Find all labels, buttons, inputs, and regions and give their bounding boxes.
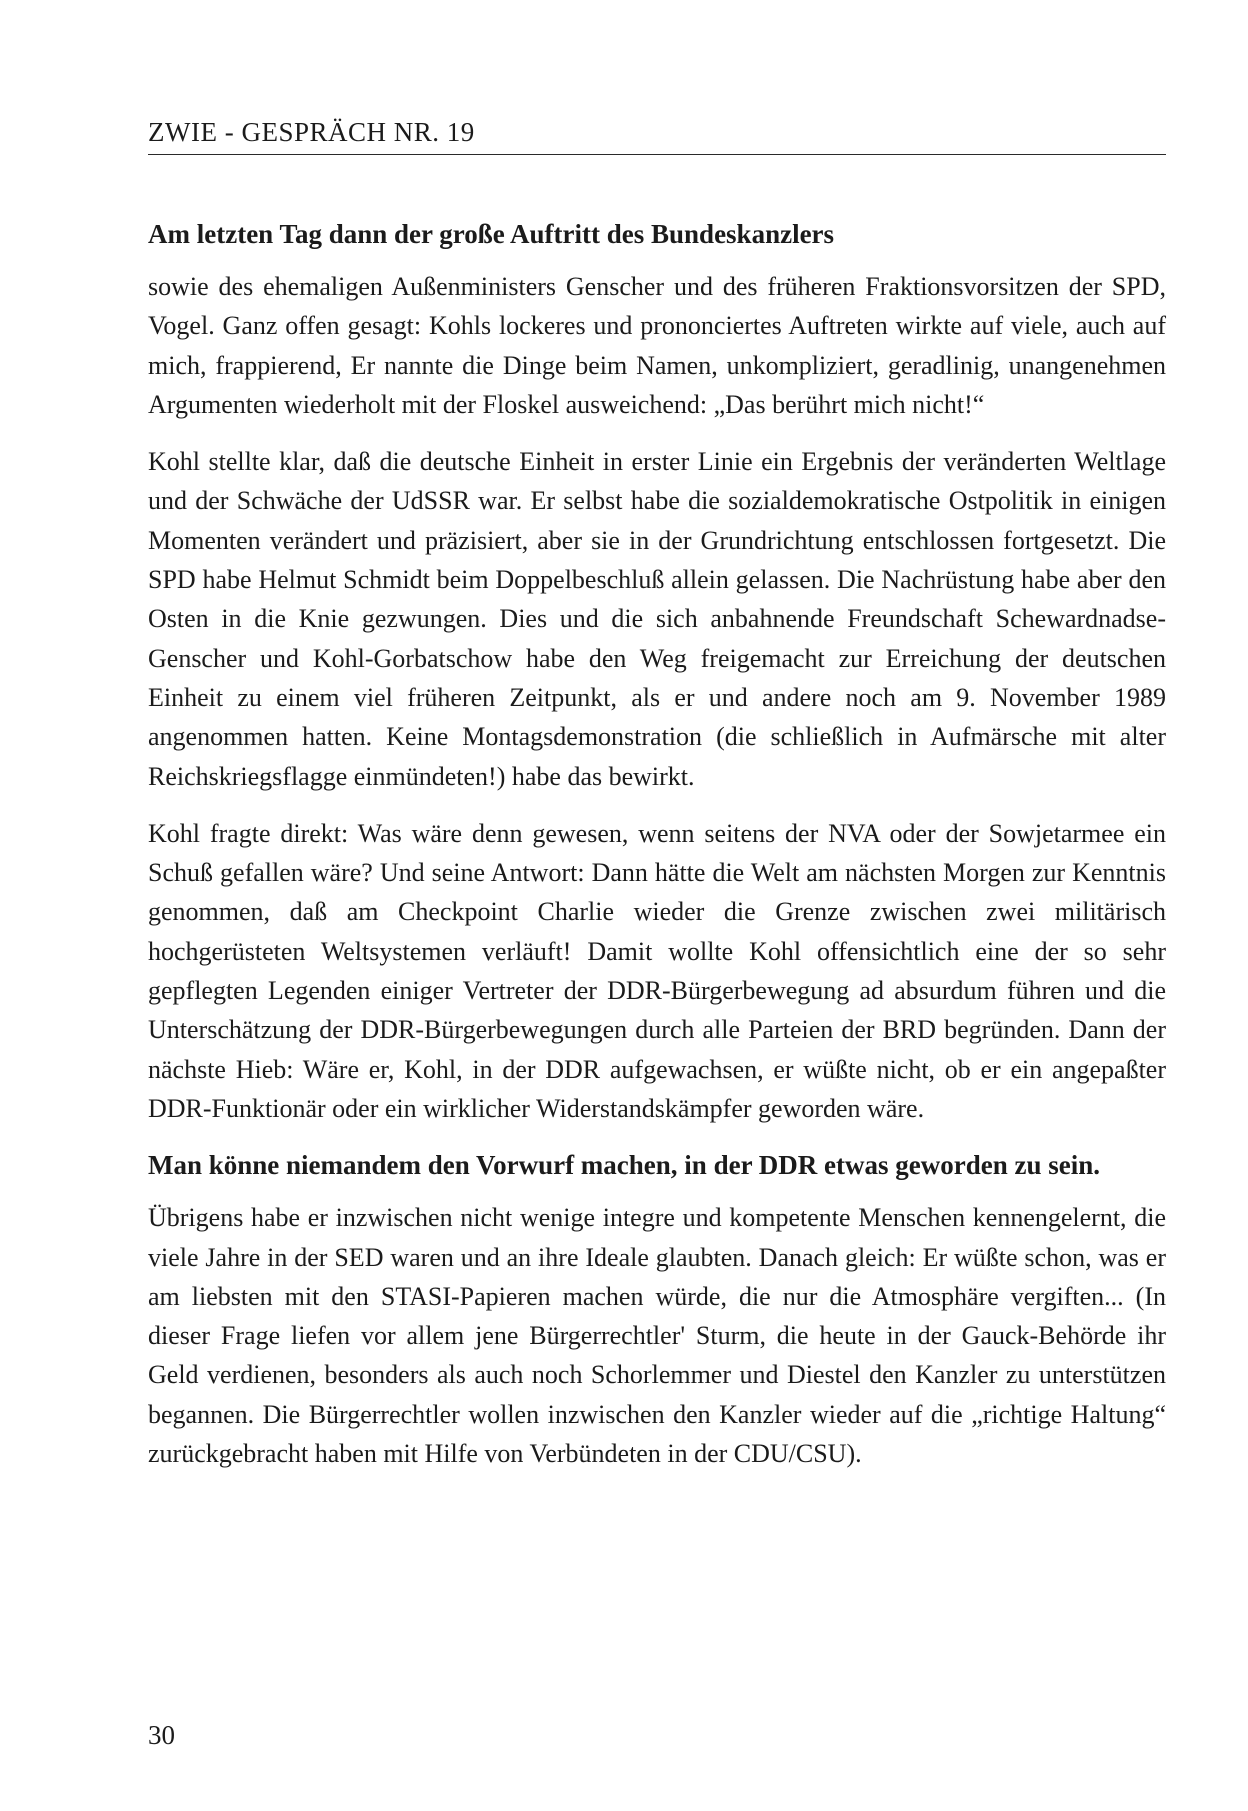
running-title: ZWIE - GESPRÄCH NR. 19 — [148, 117, 475, 147]
section-heading-2: Man könne niemandem den Vorwurf machen, in der DDR etwas geworden zu sein. — [148, 1150, 1101, 1181]
paragraph-3: Kohl fragte direkt: Was wäre denn gewesen, wenn seitens der NVA oder der Sowjetarmee ein Schuß gefallen wäre? Und seine Antwort: Dann hätte die Welt am nächsten Morgen zur Kenntnis genommen, daß am Checkpoint Charlie wieder die Grenze zwischen zwei militärisch hochgerüsteten Weltsystemen verläuft! Damit wollte Kohl offensichtlich eine der so sehr gepflegten Legenden einiger Vertreter der DDR-Bürgerbewegung ad absurdum führen und die Unterschätzung der DDR-Bürgerbewegungen durch alle Parteien der BRD begründen. Dann der nächste Hieb: Wäre er, Kohl, in der DDR aufgewachsen, er wüßte nicht, ob er ein angepaßter DDR-Funktionär oder ein wirklicher Widerstandskämpfer geworden wäre. — [148, 818, 1166, 1123]
page-number: 30 — [148, 1720, 175, 1750]
paragraph-4: Übrigens habe er inzwischen nicht wenige integre und kompetente Menschen kennengelernt, die viele Jahre in der SED waren und an ihre Ideale glaubten. Danach gleich: Er wüßte schon, was er am liebsten mit den STASI-Papieren machen würde, die nur die Atmosphäre vergiften... (In dieser Frage liefen vor allem jene Bürgerrechtler' Sturm, die heute in der Gauck-Behörde ihr Geld verdienen, besonders als auch noch Schorlemmer und Diestel den Kanzler zu unterstützen begannen. Die Bürgerrechtler wollen inzwischen den Kanzler wieder auf die „richtige Haltung“ zurückgebracht haben mit Hilfe von Verbündeten in der CDU/CSU). — [148, 1203, 1166, 1469]
section-heading-1: Am letzten Tag dann der große Auftritt des Bundeskanzlers — [148, 219, 835, 249]
paragraph-2: Kohl stellte klar, daß die deutsche Einheit in erster Linie ein Ergebnis der veränderten Weltlage und der Schwäche der UdSSR war. Er selbst habe die sozialdemokratische Ostpolitik in einigen Momenten verändert und präzisiert, aber sie in der Grundrichtung entschlossen fortgesetzt. Die SPD habe Helmut Schmidt beim Doppelbeschluß allein gelassen. Die Nachrüstung habe aber den Osten in die Knie gezwungen. Dies und die sich anbahnende Freundschaft Schewardnadse-Genscher und Kohl-Gorbatschow habe den Weg freigemacht zur Erreichung der deutschen Einheit zu einem viel früheren Zeitpunkt, als er und andere noch am 9. November 1989 angenommen hatten. Keine Montagsdemonstration (die schließlich in Aufmärsche mit alter Reichskriegsflagge einmündeten!) habe das bewirkt. — [148, 447, 1166, 791]
running-header — [148, 112, 1166, 155]
paragraph-1: sowie des ehemaligen Außenministers Genscher und des früheren Fraktionsvorsitzen der SPD, Vogel. Ganz offen gesagt: Kohls lockeres und prononciertes Auftreten wirkte auf viele, auch auf mich, frappierend, Er nannte die Dinge beim Namen, unkompliziert, geradlinig, unangenehmen Argumenten wiederholt mit der Floskel ausweichend: „Das berührt mich nicht!“ — [148, 272, 1166, 419]
page-body — [148, 215, 1166, 1491]
